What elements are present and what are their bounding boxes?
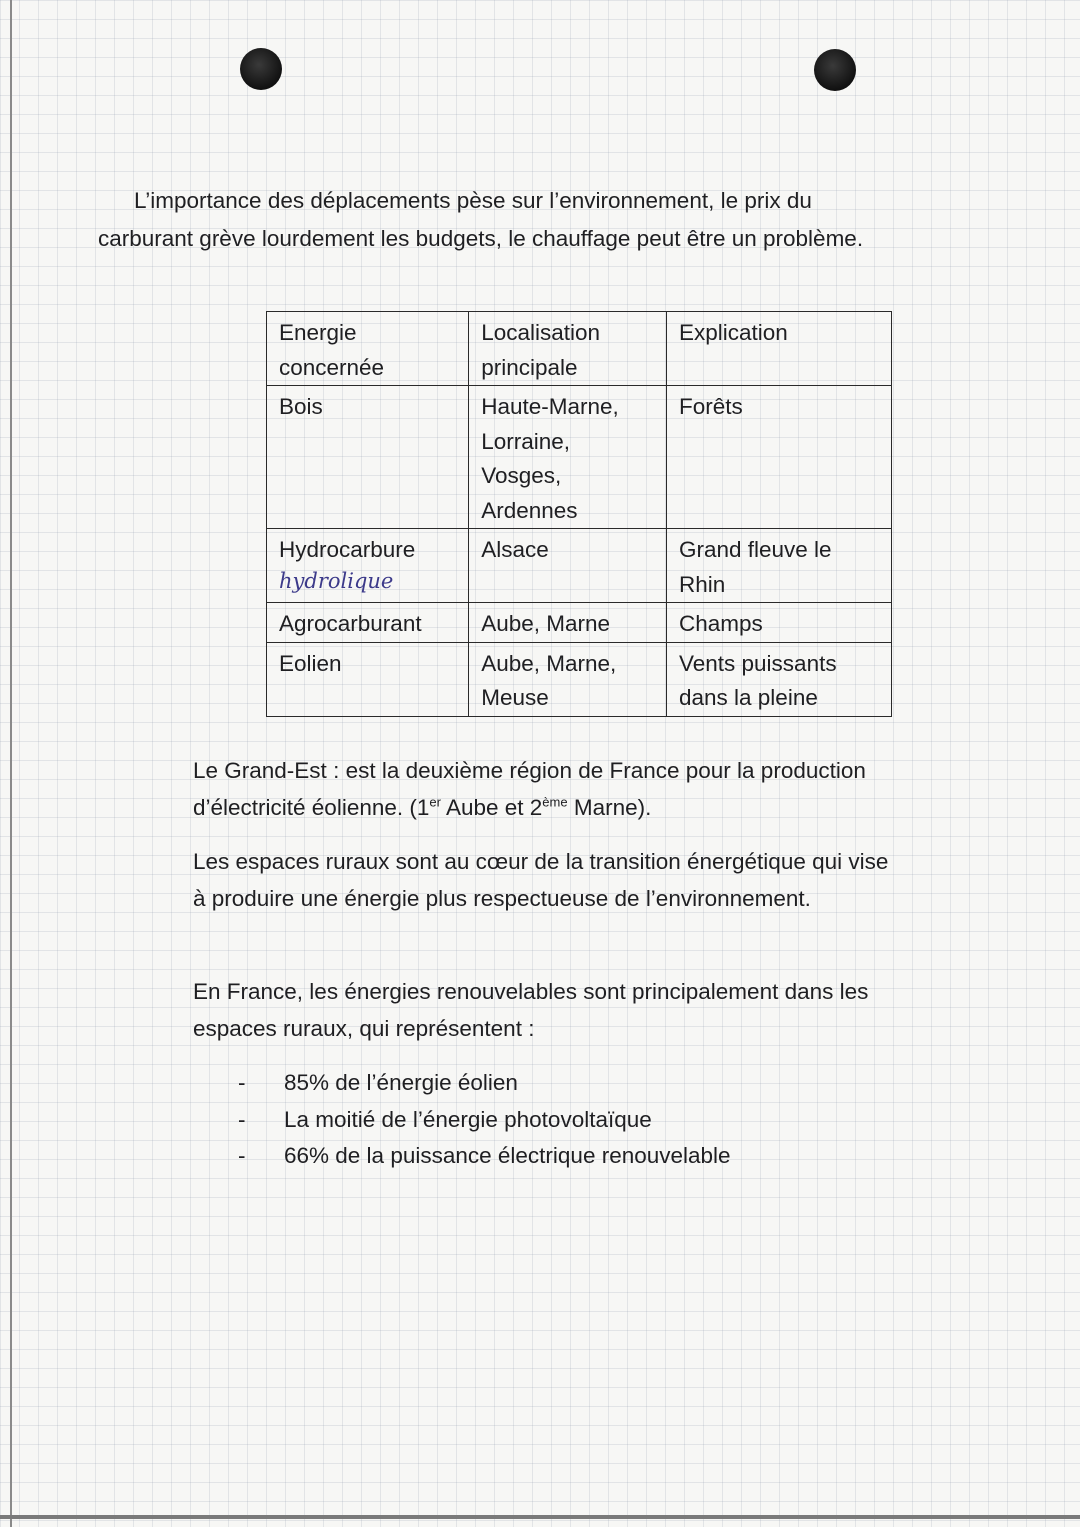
cell-location: Alsace: [469, 529, 667, 603]
intro-paragraph: L’importance des déplacements pèse sur l’environnement, le prix du carburant grève lourdement les budgets, le chauffage peut être un problème.: [98, 188, 864, 251]
header-explanation: Explication: [666, 312, 891, 386]
ordinal-second: ème: [542, 794, 568, 810]
rural-paragraph: Les espaces ruraux sont au cœur de la transition énergétique qui vise à produire une énergie plus respectueuse de l’environnement.: [193, 849, 889, 911]
cell-energy-with-annotation: [267, 529, 469, 603]
table-row: [267, 642, 892, 716]
cell-explanation: Vents puissants dans la pleine: [666, 642, 891, 716]
france-paragraph: En France, les énergies renouvelables sont principalement dans les espaces ruraux, qui représentent :: [193, 979, 869, 1041]
list-item: [230, 1102, 731, 1139]
page-bottom-edge: [0, 1515, 1080, 1519]
cell-energy: Bois: [267, 386, 469, 529]
grand-est-text: Le Grand-Est : est la deuxième région de France pour la production d’électricité éolienne. (1: [193, 758, 866, 820]
table-row: [267, 529, 892, 603]
list-item-text: 85% de l’énergie éolien: [284, 1070, 518, 1095]
cell-location: Aube, Marne, Meuse: [469, 642, 667, 716]
punch-hole-left: [240, 48, 282, 90]
stats-list: [230, 1065, 731, 1175]
cell-location: Aube, Marne: [469, 603, 667, 643]
cell-explanation: Grand fleuve le Rhin: [666, 529, 891, 603]
bullet-dash: -: [238, 1070, 246, 1095]
page-margin-line: [10, 0, 12, 1527]
ordinal-first: er: [429, 794, 441, 810]
grand-est-text-mid: Aube et 2: [440, 795, 543, 820]
header-energy: Energie concernée: [267, 312, 469, 386]
list-item-text: La moitié de l’énergie photovoltaïque: [284, 1106, 652, 1132]
handwritten-annotation: hydrolique: [279, 568, 394, 593]
grand-est-paragraph: [193, 752, 893, 826]
bullet-dash: -: [238, 1143, 246, 1168]
grand-est-text-end: Marne).: [567, 795, 652, 820]
list-item: [230, 1065, 731, 1102]
cell-explanation: Forêts: [666, 386, 891, 529]
list-item: [230, 1138, 731, 1175]
cell-location: Haute-Marne, Lorraine, Vosges, Ardennes: [469, 386, 667, 529]
table-row: [267, 386, 892, 529]
cell-energy: Hydrocarbure: [279, 537, 416, 562]
punch-hole-right: [814, 49, 856, 91]
bullet-dash: -: [238, 1106, 246, 1132]
list-item-text: 66% de la puissance électrique renouvelable: [284, 1143, 731, 1168]
cell-energy: Eolien: [267, 642, 469, 716]
table-header-row: [267, 312, 892, 386]
cell-explanation: Champs: [666, 603, 891, 643]
header-location: Localisation principale: [469, 312, 667, 386]
table-row: [267, 603, 892, 643]
energy-table: [266, 311, 892, 717]
cell-energy: Agrocarburant: [267, 603, 469, 643]
